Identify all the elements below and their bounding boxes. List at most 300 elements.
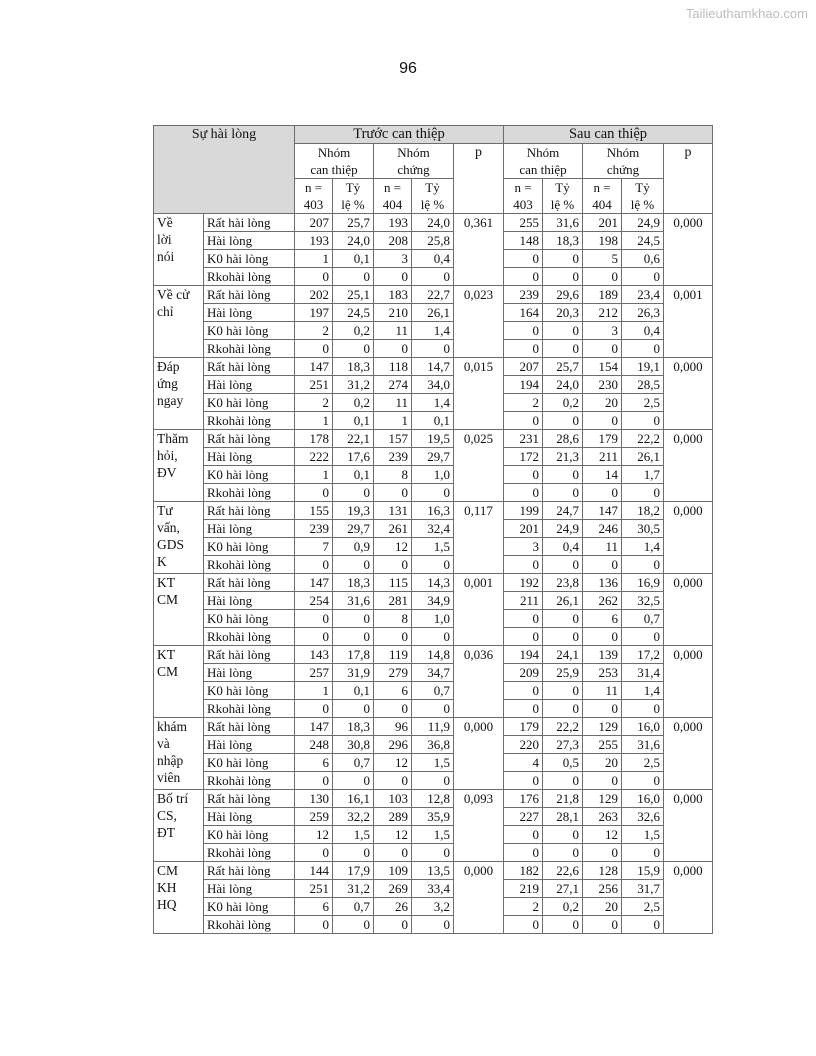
table-row (154, 484, 713, 502)
table-row (154, 286, 713, 304)
before-percent: 0 (333, 700, 374, 718)
before-count: 144 (295, 862, 333, 880)
category-line: GDS (157, 537, 185, 552)
before-count: 0 (374, 556, 412, 574)
p-value-before: 0,000 (454, 718, 504, 790)
satisfaction-level: Rất hài lòng (204, 502, 295, 520)
before-percent: 29,7 (333, 520, 374, 538)
after-percent: 31,7 (622, 880, 664, 898)
before-count: 130 (295, 790, 333, 808)
satisfaction-level: Rkohài lòng (204, 628, 295, 646)
satisfaction-level: Rkohài lòng (204, 340, 295, 358)
after-count: 2 (504, 394, 543, 412)
category-line: CM (157, 592, 179, 607)
header-title: Sự hài lòng (154, 126, 295, 214)
table-row (154, 628, 713, 646)
category-line: Thăm (157, 431, 189, 446)
after-percent: 32,6 (622, 808, 664, 826)
header-after: Sau can thiệp (504, 126, 713, 144)
category-line: ứng (157, 376, 178, 391)
category-line: hỏi, (157, 448, 178, 463)
before-count: 239 (374, 448, 412, 466)
after-count: 194 (504, 646, 543, 664)
before-percent: 14,8 (412, 646, 454, 664)
header-n-control (583, 179, 622, 214)
after-percent: 0 (543, 412, 583, 430)
after-percent: 0,5 (543, 754, 583, 772)
after-percent: 16,0 (622, 790, 664, 808)
after-count: 182 (504, 862, 543, 880)
after-percent: 0 (543, 466, 583, 484)
sub-line-2: lệ % (420, 197, 445, 212)
p-value-before: 0,117 (454, 502, 504, 574)
before-count: 259 (295, 808, 333, 826)
sub-line-2: 404 (382, 197, 403, 212)
satisfaction-level: K0 hài lòng (204, 898, 295, 916)
group-line-1: Nhóm (526, 145, 560, 160)
after-percent: 20,3 (543, 304, 583, 322)
before-percent: 1,5 (412, 538, 454, 556)
table-row (154, 664, 713, 682)
satisfaction-level: K0 hài lòng (204, 610, 295, 628)
before-percent: 22,1 (333, 430, 374, 448)
p-value-before: 0,036 (454, 646, 504, 718)
after-percent: 1,7 (622, 466, 664, 484)
before-percent: 0 (333, 772, 374, 790)
after-percent: 26,3 (622, 304, 664, 322)
before-count: 11 (374, 394, 412, 412)
before-count: 157 (374, 430, 412, 448)
category-line: KH (157, 880, 177, 895)
category-line: KT (157, 575, 175, 590)
before-percent: 22,7 (412, 286, 454, 304)
satisfaction-level: Rkohài lòng (204, 916, 295, 934)
before-percent: 16,1 (333, 790, 374, 808)
after-percent: 24,5 (622, 232, 664, 250)
p-value-before: 0,001 (454, 574, 504, 646)
before-count: 0 (295, 700, 333, 718)
before-percent: 26,1 (412, 304, 454, 322)
before-count: 193 (374, 214, 412, 232)
satisfaction-level: Hài lòng (204, 880, 295, 898)
before-percent: 11,9 (412, 718, 454, 736)
satisfaction-level: K0 hài lòng (204, 250, 295, 268)
after-count: 0 (504, 250, 543, 268)
before-count: 208 (374, 232, 412, 250)
before-count: 0 (374, 844, 412, 862)
before-percent: 0 (333, 484, 374, 502)
before-percent: 0,2 (333, 322, 374, 340)
satisfaction-level: Rkohài lòng (204, 772, 295, 790)
after-percent: 23,4 (622, 286, 664, 304)
category-line: Về (157, 215, 173, 230)
after-count: 220 (504, 736, 543, 754)
after-count: 154 (583, 358, 622, 376)
after-count: 0 (583, 340, 622, 358)
after-count: 0 (504, 826, 543, 844)
before-percent: 0 (333, 610, 374, 628)
before-percent: 0 (333, 268, 374, 286)
after-count: 11 (583, 538, 622, 556)
before-percent: 25,7 (333, 214, 374, 232)
after-percent: 28,5 (622, 376, 664, 394)
after-percent: 0 (622, 628, 664, 646)
after-percent: 0,7 (622, 610, 664, 628)
before-percent: 17,6 (333, 448, 374, 466)
header-n-intervention (295, 179, 333, 214)
before-percent: 30,8 (333, 736, 374, 754)
table-row (154, 736, 713, 754)
before-percent: 14,3 (412, 574, 454, 592)
before-percent: 17,9 (333, 862, 374, 880)
after-count: 0 (583, 268, 622, 286)
table-row (154, 718, 713, 736)
after-percent: 0 (622, 412, 664, 430)
satisfaction-level: Rất hài lòng (204, 790, 295, 808)
before-count: 11 (374, 322, 412, 340)
after-count: 0 (504, 700, 543, 718)
before-percent: 0 (333, 340, 374, 358)
before-count: 0 (295, 484, 333, 502)
after-count: 0 (583, 484, 622, 502)
after-count: 246 (583, 520, 622, 538)
before-count: 239 (295, 520, 333, 538)
after-count: 212 (583, 304, 622, 322)
after-percent: 28,6 (543, 430, 583, 448)
sub-line-2: 403 (303, 197, 324, 212)
before-count: 147 (295, 358, 333, 376)
category-line: lời (157, 232, 172, 247)
table-row (154, 880, 713, 898)
satisfaction-level: Rất hài lòng (204, 286, 295, 304)
after-percent: 19,1 (622, 358, 664, 376)
before-percent: 0 (412, 700, 454, 718)
header-rate (333, 179, 374, 214)
before-count: 257 (295, 664, 333, 682)
table-row (154, 430, 713, 448)
p-value-before: 0,361 (454, 214, 504, 286)
satisfaction-level: Rkohài lòng (204, 700, 295, 718)
before-count: 155 (295, 502, 333, 520)
sub-line-2: 404 (592, 197, 612, 212)
table-row (154, 358, 713, 376)
after-count: 0 (504, 628, 543, 646)
sub-line-1: n = (593, 180, 611, 195)
sub-line-1: n = (383, 180, 402, 195)
before-count: 0 (374, 268, 412, 286)
table-row (154, 214, 713, 232)
after-count: 0 (583, 916, 622, 934)
sub-line-1: Tỷ (555, 180, 570, 195)
header-after-control-group (583, 144, 664, 179)
table-row (154, 682, 713, 700)
before-count: 207 (295, 214, 333, 232)
after-percent: 21,3 (543, 448, 583, 466)
table-row (154, 340, 713, 358)
after-count: 0 (583, 412, 622, 430)
before-percent: 0 (412, 556, 454, 574)
before-percent: 1,4 (412, 322, 454, 340)
table-row (154, 754, 713, 772)
after-percent: 0 (543, 268, 583, 286)
header-rate (622, 179, 664, 214)
after-count: 129 (583, 790, 622, 808)
satisfaction-level: K0 hài lòng (204, 322, 295, 340)
after-count: 20 (583, 898, 622, 916)
after-percent: 0 (622, 484, 664, 502)
before-count: 248 (295, 736, 333, 754)
before-percent: 3,2 (412, 898, 454, 916)
before-count: 279 (374, 664, 412, 682)
before-count: 109 (374, 862, 412, 880)
before-percent: 0,7 (333, 898, 374, 916)
category-cell (154, 286, 204, 358)
after-percent: 0 (622, 916, 664, 934)
table-row (154, 574, 713, 592)
after-count: 11 (583, 682, 622, 700)
category-line: vấn, (157, 520, 180, 535)
after-count: 211 (583, 448, 622, 466)
after-count: 0 (583, 844, 622, 862)
before-percent: 33,4 (412, 880, 454, 898)
after-count: 255 (504, 214, 543, 232)
after-count: 207 (504, 358, 543, 376)
category-line: nhập (157, 753, 184, 768)
table-row (154, 844, 713, 862)
after-percent: 25,9 (543, 664, 583, 682)
before-percent: 32,4 (412, 520, 454, 538)
category-line: ngay (157, 393, 184, 408)
header-before-intervention-group (295, 144, 374, 179)
p-value-after: 0,000 (664, 358, 713, 430)
before-count: 254 (295, 592, 333, 610)
p-value-after: 0,000 (664, 502, 713, 574)
before-percent: 35,9 (412, 808, 454, 826)
after-percent: 0 (543, 484, 583, 502)
before-percent: 0,7 (412, 682, 454, 700)
satisfaction-level: Hài lòng (204, 232, 295, 250)
after-percent: 25,7 (543, 358, 583, 376)
before-percent: 0,2 (333, 394, 374, 412)
table-row (154, 394, 713, 412)
before-percent: 29,7 (412, 448, 454, 466)
before-percent: 0,1 (333, 466, 374, 484)
after-percent: 0 (622, 844, 664, 862)
after-percent: 1,5 (622, 826, 664, 844)
before-percent: 32,2 (333, 808, 374, 826)
before-count: 119 (374, 646, 412, 664)
before-count: 281 (374, 592, 412, 610)
after-percent: 29,6 (543, 286, 583, 304)
before-percent: 19,3 (333, 502, 374, 520)
after-count: 14 (583, 466, 622, 484)
satisfaction-table (153, 125, 713, 934)
table-row (154, 808, 713, 826)
satisfaction-level: Rkohài lòng (204, 556, 295, 574)
before-percent: 12,8 (412, 790, 454, 808)
after-percent: 30,5 (622, 520, 664, 538)
before-count: 2 (295, 394, 333, 412)
after-count: 189 (583, 286, 622, 304)
after-percent: 0,6 (622, 250, 664, 268)
before-percent: 1,5 (412, 754, 454, 772)
after-percent: 0 (543, 610, 583, 628)
table-body (154, 214, 713, 934)
before-percent: 0 (412, 628, 454, 646)
before-count: 178 (295, 430, 333, 448)
before-count: 0 (374, 916, 412, 934)
satisfaction-level: Hài lòng (204, 376, 295, 394)
satisfaction-level: Hài lòng (204, 664, 295, 682)
after-count: 192 (504, 574, 543, 592)
before-count: 193 (295, 232, 333, 250)
satisfaction-level: Rất hài lòng (204, 574, 295, 592)
before-percent: 1,0 (412, 610, 454, 628)
before-percent: 34,7 (412, 664, 454, 682)
after-percent: 0 (543, 844, 583, 862)
table-row (154, 610, 713, 628)
satisfaction-level: K0 hài lòng (204, 394, 295, 412)
table-row (154, 466, 713, 484)
after-percent: 17,2 (622, 646, 664, 664)
before-percent: 0,1 (333, 682, 374, 700)
after-count: 4 (504, 754, 543, 772)
before-percent: 31,9 (333, 664, 374, 682)
satisfaction-level: Hài lòng (204, 592, 295, 610)
after-percent: 0,4 (622, 322, 664, 340)
before-count: 0 (295, 844, 333, 862)
category-cell (154, 862, 204, 934)
after-percent: 0 (543, 322, 583, 340)
before-count: 202 (295, 286, 333, 304)
after-count: 2 (504, 898, 543, 916)
before-count: 103 (374, 790, 412, 808)
after-count: 211 (504, 592, 543, 610)
after-percent: 27,1 (543, 880, 583, 898)
after-count: 0 (504, 484, 543, 502)
after-percent: 31,6 (622, 736, 664, 754)
before-count: 143 (295, 646, 333, 664)
before-count: 0 (374, 628, 412, 646)
after-percent: 0,2 (543, 394, 583, 412)
before-count: 251 (295, 376, 333, 394)
after-percent: 0 (543, 826, 583, 844)
satisfaction-level: Rất hài lòng (204, 718, 295, 736)
after-percent: 24,9 (543, 520, 583, 538)
table-row (154, 412, 713, 430)
p-value-after: 0,000 (664, 718, 713, 790)
before-count: 8 (374, 466, 412, 484)
after-count: 20 (583, 394, 622, 412)
table-row (154, 322, 713, 340)
category-cell (154, 574, 204, 646)
category-cell (154, 790, 204, 862)
header-before-control-group (374, 144, 454, 179)
after-count: 230 (583, 376, 622, 394)
before-percent: 14,7 (412, 358, 454, 376)
before-percent: 31,2 (333, 880, 374, 898)
after-count: 194 (504, 376, 543, 394)
before-count: 26 (374, 898, 412, 916)
after-count: 219 (504, 880, 543, 898)
after-percent: 2,5 (622, 898, 664, 916)
before-count: 147 (295, 574, 333, 592)
before-percent: 1,5 (333, 826, 374, 844)
sub-line-2: lệ % (550, 197, 575, 212)
after-count: 147 (583, 502, 622, 520)
after-percent: 16,0 (622, 718, 664, 736)
table-row (154, 376, 713, 394)
after-percent: 18,3 (543, 232, 583, 250)
after-percent: 16,9 (622, 574, 664, 592)
before-count: 115 (374, 574, 412, 592)
before-count: 0 (295, 556, 333, 574)
after-count: 0 (504, 916, 543, 934)
table-row (154, 520, 713, 538)
sub-line-2: lệ % (341, 197, 365, 212)
table-row (154, 502, 713, 520)
after-percent: 26,1 (622, 448, 664, 466)
category-cell (154, 214, 204, 286)
sub-line-1: Tỷ (635, 180, 650, 195)
after-count: 0 (504, 610, 543, 628)
before-count: 6 (295, 898, 333, 916)
after-count: 198 (583, 232, 622, 250)
before-count: 0 (374, 700, 412, 718)
after-percent: 0 (543, 556, 583, 574)
before-percent: 1,4 (412, 394, 454, 412)
p-value-before: 0,015 (454, 358, 504, 430)
sub-line-2: 403 (513, 197, 533, 212)
table-row (154, 790, 713, 808)
category-line: chỉ (157, 304, 174, 319)
satisfaction-level: K0 hài lòng (204, 826, 295, 844)
before-percent: 24,0 (333, 232, 374, 250)
after-count: 164 (504, 304, 543, 322)
category-line: nói (157, 249, 175, 264)
header-n-intervention (504, 179, 543, 214)
p-value-after: 0,000 (664, 862, 713, 934)
after-count: 227 (504, 808, 543, 826)
before-count: 12 (374, 826, 412, 844)
after-count: 12 (583, 826, 622, 844)
satisfaction-level: Rất hài lòng (204, 214, 295, 232)
before-count: 1 (295, 466, 333, 484)
satisfaction-level: K0 hài lòng (204, 682, 295, 700)
before-count: 0 (374, 484, 412, 502)
satisfaction-level: Hài lòng (204, 736, 295, 754)
before-percent: 0 (333, 556, 374, 574)
after-percent: 0 (622, 268, 664, 286)
satisfaction-level: K0 hài lòng (204, 754, 295, 772)
satisfaction-level: Hài lòng (204, 448, 295, 466)
satisfaction-level: Rkohài lòng (204, 844, 295, 862)
before-count: 210 (374, 304, 412, 322)
group-line-2: can thiệp (519, 162, 567, 177)
header-rate (412, 179, 454, 214)
table-row (154, 556, 713, 574)
satisfaction-level: Rkohài lòng (204, 484, 295, 502)
before-count: 2 (295, 322, 333, 340)
after-count: 129 (583, 718, 622, 736)
category-line: và (157, 736, 170, 751)
after-count: 20 (583, 754, 622, 772)
after-count: 0 (504, 682, 543, 700)
after-count: 201 (504, 520, 543, 538)
table-row (154, 646, 713, 664)
after-count: 172 (504, 448, 543, 466)
after-percent: 31,4 (622, 664, 664, 682)
